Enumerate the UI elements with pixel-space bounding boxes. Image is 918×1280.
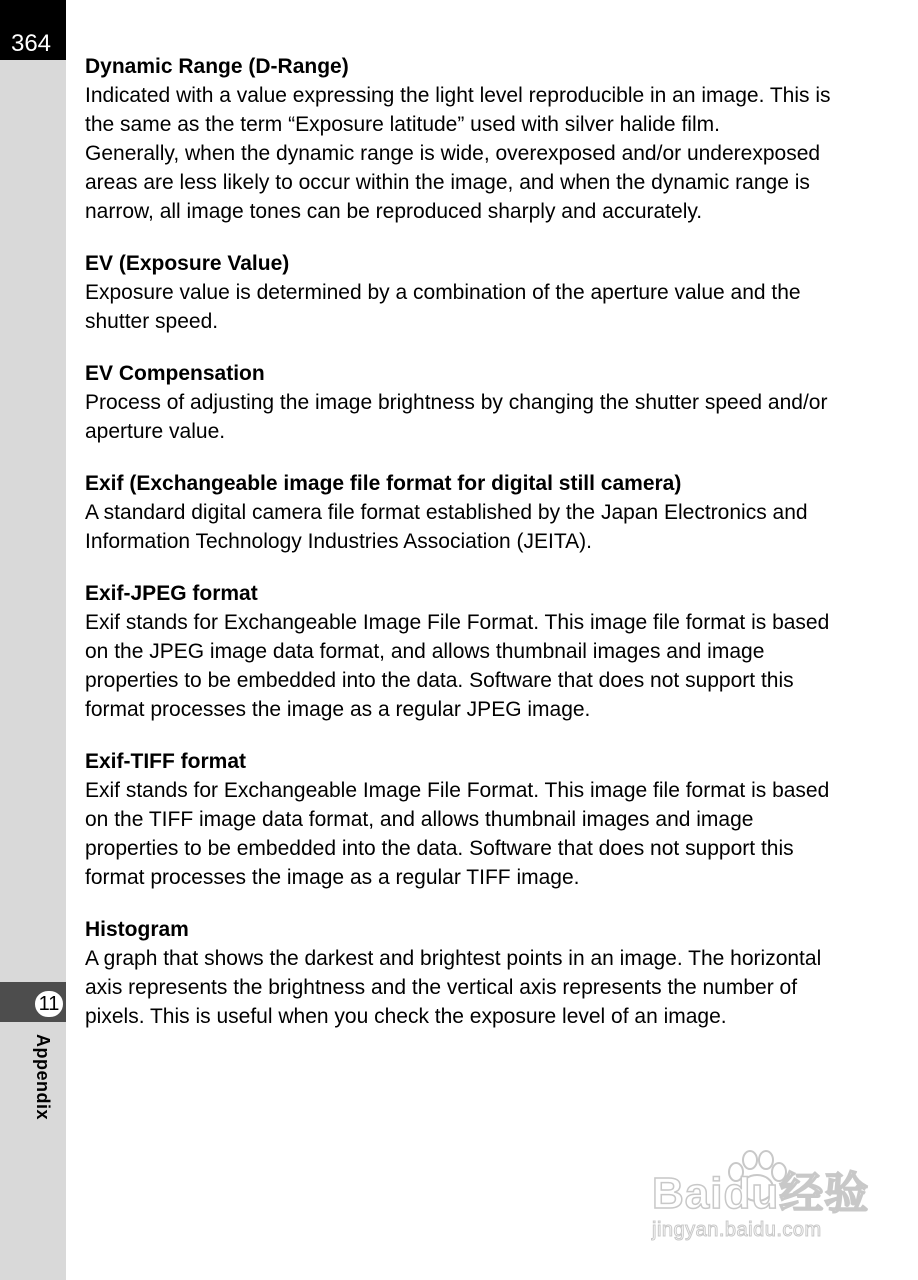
entry-body: Exif stands for Exchangeable Image File Format. This image file format is based on the JPEG image data format, and allows thumbnail images and image properties to be embedded into the data. Software that does not support this format processes the image as a regular JPEG image. xyxy=(85,611,830,721)
glossary-entry-exif-jpeg xyxy=(85,579,845,724)
entry-title: EV Compensation xyxy=(85,362,265,385)
entry-title: Dynamic Range (D-Range) xyxy=(85,55,349,78)
chapter-number: 11 xyxy=(34,990,64,1018)
entry-body-continued: Generally, when the dynamic range is wide, overexposed and/or underexposed areas are less likely to occur within the image, and when the dynamic range is narrow, all image tones can be reproduced sharply and accurately. xyxy=(85,142,821,223)
glossary-entry-ev xyxy=(85,249,845,336)
chapter-label: Appendix xyxy=(33,1034,53,1121)
watermark-brand: Baidu经验 xyxy=(652,1169,870,1218)
entry-title: Histogram xyxy=(85,918,189,941)
glossary-entry-exif xyxy=(85,469,845,556)
entry-title: Exif (Exchangeable image file format for digital still camera) xyxy=(85,472,682,495)
entry-body: A graph that shows the darkest and brightest points in an image. The horizontal axis represents the brightness and the vertical axis represents the number of pixels. This is useful when you check the exposure level of an image. xyxy=(85,947,822,1028)
entry-body: Exposure value is determined by a combination of the aperture value and the shutter speed. xyxy=(85,281,801,333)
entry-body: Process of adjusting the image brightness by changing the shutter speed and/or aperture value. xyxy=(85,391,828,443)
entry-title: Exif-TIFF format xyxy=(85,750,246,773)
glossary-entry-dynamic-range xyxy=(85,52,845,226)
entry-title: Exif-JPEG format xyxy=(85,582,258,605)
glossary-entry-exif-tiff xyxy=(85,747,845,892)
glossary-content xyxy=(85,52,845,1054)
entry-body: A standard digital camera file format established by the Japan Electronics and Information Technology Industries Association (JEITA). xyxy=(85,501,808,553)
entry-body: Indicated with a value expressing the light level reproducible in an image. This is the same as the term “Exposure latitude” used with silver halide film. xyxy=(85,84,831,136)
glossary-entry-histogram xyxy=(85,915,845,1031)
entry-body: Exif stands for Exchangeable Image File Format. This image file format is based on the TIFF image data format, and allows thumbnail images and image properties to be embedded into the data. Software that does not support this format processes the image as a regular TIFF image. xyxy=(85,779,830,889)
glossary-entry-ev-compensation xyxy=(85,359,845,446)
watermark-url: jingyan.baidu.com xyxy=(652,1219,822,1241)
page-number: 364 xyxy=(10,30,52,57)
entry-title: EV (Exposure Value) xyxy=(85,252,290,275)
baidu-watermark xyxy=(652,1148,872,1248)
